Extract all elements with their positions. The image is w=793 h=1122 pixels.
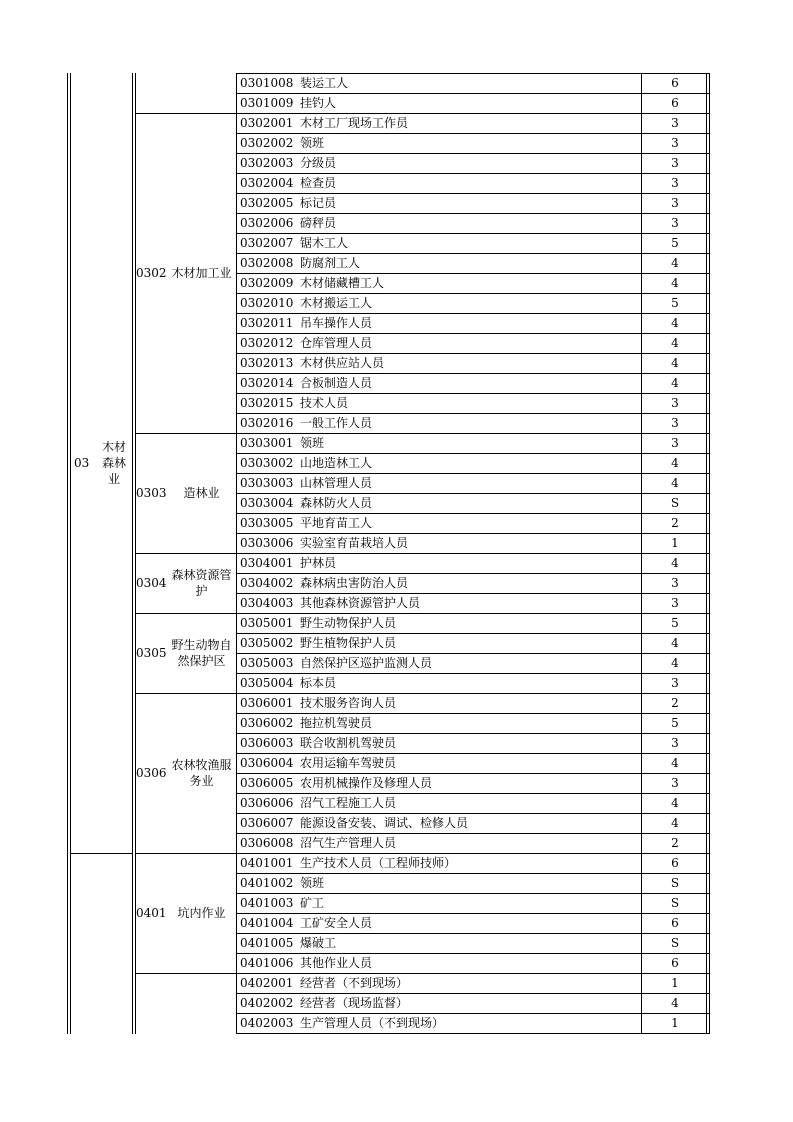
row-name: 仓库管理人员 — [300, 336, 373, 350]
row-level: 5 — [671, 616, 679, 630]
row-level: 4 — [671, 556, 679, 570]
code-column-border — [236, 73, 237, 1034]
row-divider — [236, 593, 709, 594]
row-divider — [236, 273, 709, 274]
row-level: 4 — [671, 636, 679, 650]
row-name: 山地造林工人 — [300, 456, 373, 470]
group-name: 坑内作业 — [177, 906, 226, 920]
row-level: 3 — [671, 396, 679, 410]
row-level: 4 — [671, 276, 679, 290]
group-cell — [136, 613, 235, 693]
row-name: 木材工厂现场工作员 — [300, 116, 409, 130]
group-cell — [136, 973, 235, 1033]
row-level: 4 — [671, 656, 679, 670]
row-code: 0302014 — [240, 376, 294, 390]
row-level: 3 — [671, 216, 679, 230]
group-name: 野生动物自然保护区 — [171, 638, 232, 668]
row-divider — [236, 93, 709, 94]
row-level: 3 — [671, 676, 679, 690]
row-level: S — [670, 496, 680, 510]
row-level: 2 — [671, 696, 679, 710]
row-code: 0306007 — [240, 816, 294, 830]
row-level: S — [670, 876, 680, 890]
row-code: 0401004 — [240, 916, 294, 930]
row-level: 3 — [671, 416, 679, 430]
row-code: 0306005 — [240, 776, 294, 790]
row-level: 3 — [671, 596, 679, 610]
row-name: 技术人员 — [300, 396, 349, 410]
row-code: 0302006 — [240, 216, 294, 230]
row-name: 磅秤员 — [300, 216, 337, 230]
row-level: 3 — [671, 576, 679, 590]
row-divider — [236, 953, 709, 954]
row-level: 4 — [671, 456, 679, 470]
row-code: 0304003 — [240, 596, 294, 610]
row-code: 0305001 — [240, 616, 294, 630]
row-name: 矿工 — [300, 896, 325, 910]
row-level: 3 — [671, 116, 679, 130]
row-code: 0303001 — [240, 436, 294, 450]
group-cell — [136, 433, 235, 553]
row-level: 4 — [671, 816, 679, 830]
row-divider — [236, 773, 709, 774]
row-divider — [236, 633, 709, 634]
group-cell — [136, 73, 235, 113]
table-top-border — [236, 73, 709, 74]
row-code: 0303003 — [240, 476, 294, 490]
row-code: 0302008 — [240, 256, 294, 270]
row-name: 检查员 — [300, 176, 337, 190]
row-name: 森林病虫害防治人员 — [300, 576, 409, 590]
row-code: 0306008 — [240, 836, 294, 850]
row-code: 0303004 — [240, 496, 294, 510]
row-level: 4 — [671, 796, 679, 810]
row-divider — [236, 353, 709, 354]
group-divider — [135, 433, 236, 434]
row-divider — [236, 613, 709, 614]
row-code: 0302007 — [240, 236, 294, 250]
row-code: 0306003 — [240, 736, 294, 750]
group-divider — [135, 613, 236, 614]
row-code: 0401001 — [240, 856, 294, 870]
row-code: 0302009 — [240, 276, 294, 290]
row-name: 吊车操作人员 — [300, 316, 373, 330]
row-level: 4 — [671, 376, 679, 390]
row-level: 4 — [671, 996, 679, 1010]
row-level: 3 — [671, 196, 679, 210]
row-code: 0303005 — [240, 516, 294, 530]
group-code: 0306 — [136, 766, 167, 780]
row-name: 技术服务咨询人员 — [300, 696, 397, 710]
row-code: 0305003 — [240, 656, 294, 670]
row-code: 0302001 — [240, 116, 294, 130]
row-level: 6 — [671, 956, 679, 970]
row-level: 5 — [671, 296, 679, 310]
row-code: 0302015 — [240, 396, 294, 410]
row-divider — [236, 893, 709, 894]
row-level: 3 — [671, 136, 679, 150]
outer-left-border — [67, 73, 68, 1034]
row-name: 木材供应站人员 — [300, 356, 385, 370]
row-name: 拖拉机驾驶员 — [300, 716, 373, 730]
row-code: 0303002 — [240, 456, 294, 470]
row-name: 标记员 — [300, 196, 337, 210]
row-name: 防腐剂工人 — [300, 256, 361, 270]
row-level: 5 — [671, 716, 679, 730]
row-divider — [236, 873, 709, 874]
row-divider — [236, 153, 709, 154]
row-code: 0401006 — [240, 956, 294, 970]
row-name: 农用运输车驾驶员 — [300, 756, 397, 770]
group-code: 0401 — [136, 906, 167, 920]
row-level: 6 — [671, 76, 679, 90]
group-divider — [135, 973, 236, 974]
row-name: 合板制造人员 — [300, 376, 373, 390]
row-divider — [236, 393, 709, 394]
row-divider — [236, 853, 709, 854]
row-divider — [236, 993, 709, 994]
row-code: 0306002 — [240, 716, 294, 730]
level-column-border — [641, 73, 642, 1034]
group-divider — [135, 113, 236, 114]
row-divider — [236, 313, 709, 314]
row-divider — [236, 133, 709, 134]
row-divider — [236, 433, 709, 434]
row-code: 0402003 — [240, 1016, 294, 1030]
table-bottom-border — [236, 1033, 709, 1034]
row-name: 经营者（现场监督） — [300, 996, 409, 1010]
row-divider — [236, 833, 709, 834]
row-divider — [236, 373, 709, 374]
group-cell — [136, 693, 235, 853]
row-divider — [236, 973, 709, 974]
row-divider — [236, 813, 709, 814]
row-divider — [236, 693, 709, 694]
row-name: 锯木工人 — [300, 236, 349, 250]
row-name: 联合收割机驾驶员 — [300, 736, 397, 750]
row-name: 护林员 — [300, 556, 337, 570]
row-code: 0402001 — [240, 976, 294, 990]
row-code: 0303006 — [240, 536, 294, 550]
group-name: 森林资源管护 — [171, 568, 232, 598]
row-divider — [236, 233, 709, 234]
row-divider — [236, 733, 709, 734]
row-name: 沼气工程施工人员 — [300, 796, 397, 810]
row-code: 0304001 — [240, 556, 294, 570]
outer-right-border — [709, 73, 710, 1034]
row-code: 0301008 — [240, 76, 294, 90]
row-name: 野生动物保护人员 — [300, 616, 397, 630]
row-level: 4 — [671, 476, 679, 490]
group-name: 木材加工业 — [171, 266, 232, 280]
row-code: 0302013 — [240, 356, 294, 370]
row-divider — [236, 293, 709, 294]
row-divider — [236, 793, 709, 794]
row-name: 工矿安全人员 — [300, 916, 373, 930]
outer-right-border-inner — [706, 73, 707, 1034]
row-name: 平地育苗工人 — [300, 516, 373, 530]
row-code: 0301009 — [240, 96, 294, 110]
row-divider — [236, 653, 709, 654]
row-code: 0302016 — [240, 416, 294, 430]
row-level: 4 — [671, 256, 679, 270]
row-level: 1 — [671, 536, 679, 550]
row-code: 0305004 — [240, 676, 294, 690]
group-divider — [135, 853, 236, 854]
row-divider — [236, 1013, 709, 1014]
row-divider — [236, 333, 709, 334]
row-divider — [236, 413, 709, 414]
outer-left-border-inner — [70, 73, 71, 1034]
section-cell — [70, 853, 132, 1033]
row-level: 6 — [671, 916, 679, 930]
section-right-border — [132, 73, 133, 1034]
row-name: 农用机械操作及修理人员 — [300, 776, 433, 790]
row-name: 自然保护区巡护监测人员 — [300, 656, 433, 670]
row-divider — [236, 213, 709, 214]
row-name: 沼气生产管理人员 — [300, 836, 397, 850]
row-divider — [236, 933, 709, 934]
row-divider — [236, 753, 709, 754]
row-name: 木材搬运工人 — [300, 296, 373, 310]
group-name: 农林牧渔服务业 — [171, 758, 232, 788]
row-level: 6 — [671, 856, 679, 870]
row-level: 1 — [671, 976, 679, 990]
row-name: 一般工作人员 — [300, 416, 373, 430]
section-code: 03 — [74, 456, 90, 470]
row-divider — [236, 533, 709, 534]
row-level: 2 — [671, 836, 679, 850]
row-level: S — [670, 936, 680, 950]
group-cell — [136, 853, 235, 973]
row-name: 挂钓人 — [300, 96, 337, 110]
row-divider — [236, 473, 709, 474]
row-name: 爆破工 — [300, 936, 337, 950]
row-code: 0401005 — [240, 936, 294, 950]
row-name: 分级员 — [300, 156, 337, 170]
row-level: 3 — [671, 156, 679, 170]
row-level: 1 — [671, 1016, 679, 1030]
section-name: 木材森林业 — [102, 440, 127, 486]
row-name: 木材储藏槽工人 — [300, 276, 385, 290]
row-name: 其他作业人员 — [300, 956, 373, 970]
row-code: 0302012 — [240, 336, 294, 350]
row-level: S — [670, 896, 680, 910]
row-level: 6 — [671, 96, 679, 110]
row-code: 0306006 — [240, 796, 294, 810]
row-divider — [236, 173, 709, 174]
group-code: 0305 — [136, 646, 167, 660]
row-name: 领班 — [300, 876, 325, 890]
row-divider — [236, 493, 709, 494]
row-level: 5 — [671, 236, 679, 250]
row-level: 3 — [671, 736, 679, 750]
row-code: 0306004 — [240, 756, 294, 770]
row-divider — [236, 913, 709, 914]
row-code: 0302011 — [240, 316, 294, 330]
row-name: 领班 — [300, 136, 325, 150]
row-name: 生产技术人员（工程师技师） — [300, 856, 457, 870]
row-divider — [236, 513, 709, 514]
row-name: 生产管理人员（不到现场） — [300, 1016, 445, 1030]
row-name: 森林防火人员 — [300, 496, 373, 510]
row-code: 0306001 — [240, 696, 294, 710]
group-name: 造林业 — [183, 486, 220, 500]
section-divider — [70, 853, 133, 854]
row-divider — [236, 193, 709, 194]
row-code: 0302004 — [240, 176, 294, 190]
row-level: 4 — [671, 756, 679, 770]
group-code: 0303 — [136, 486, 167, 500]
row-level: 4 — [671, 356, 679, 370]
row-name: 装运工人 — [300, 76, 349, 90]
group-code: 0304 — [136, 576, 167, 590]
row-level: 2 — [671, 516, 679, 530]
row-name: 其他森林资源管护人员 — [300, 596, 421, 610]
group-left-border — [135, 73, 136, 1034]
group-divider — [135, 553, 236, 554]
row-divider — [236, 713, 709, 714]
row-code: 0302003 — [240, 156, 294, 170]
row-level: 4 — [671, 316, 679, 330]
row-code: 0305002 — [240, 636, 294, 650]
row-code: 0401002 — [240, 876, 294, 890]
row-name: 标本员 — [300, 676, 337, 690]
row-code: 0302005 — [240, 196, 294, 210]
row-level: 3 — [671, 776, 679, 790]
row-code: 0401003 — [240, 896, 294, 910]
group-cell — [136, 553, 235, 613]
row-name: 能源设备安装、调试、检修人员 — [300, 816, 469, 830]
row-divider — [236, 573, 709, 574]
row-name: 山林管理人员 — [300, 476, 373, 490]
row-code: 0302010 — [240, 296, 294, 310]
row-divider — [236, 453, 709, 454]
row-level: 3 — [671, 436, 679, 450]
row-level: 3 — [671, 176, 679, 190]
row-name: 实验室育苗栽培人员 — [300, 536, 409, 550]
group-cell — [136, 113, 235, 433]
row-divider — [236, 673, 709, 674]
group-code: 0302 — [136, 266, 167, 280]
row-code: 0402002 — [240, 996, 294, 1010]
row-code: 0302002 — [240, 136, 294, 150]
row-divider — [236, 553, 709, 554]
row-level: 4 — [671, 336, 679, 350]
row-name: 野生植物保护人员 — [300, 636, 397, 650]
row-code: 0304002 — [240, 576, 294, 590]
row-divider — [236, 253, 709, 254]
row-divider — [236, 113, 709, 114]
section-cell — [70, 73, 132, 853]
group-divider — [135, 693, 236, 694]
row-name: 经营者（不到现场） — [300, 976, 409, 990]
row-name: 领班 — [300, 436, 325, 450]
